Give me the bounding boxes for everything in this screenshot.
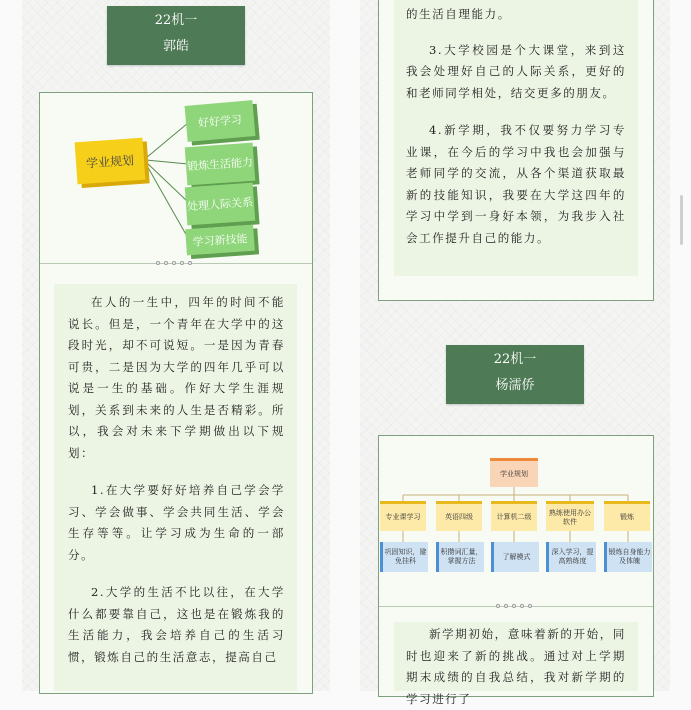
essay-body-right-bottom: [394, 622, 638, 706]
essay-paragraph: 2.大学的生活不比以往，在大学什么都要靠自己，这也是在锻炼我的生活能力，我会培养自己的生活习惯，锻炼自己的生活意志，提高自己: [68, 585, 285, 664]
orgchart-leaf: 积攒词汇量，掌握方法: [436, 542, 484, 572]
orgchart-leaf: 深入学习，提高熟练度: [546, 542, 596, 572]
class-label: 22机一: [493, 352, 537, 367]
mindmap-branch: 学习新技能: [185, 225, 255, 256]
pagination-dots: [496, 604, 532, 608]
mindmap-branch: 处理人际关系: [185, 183, 255, 226]
orgchart-category: 专业课学习: [380, 501, 426, 531]
orgchart-leaf: 了解模式: [491, 542, 539, 572]
orgchart-leaf: 巩固知识，避免挂科: [380, 542, 428, 572]
orgchart-category: 熟练使用办公软件: [546, 501, 594, 531]
orgchart-category: 计算机二级: [491, 501, 537, 531]
essay-paragraph: 4.新学期，我不仅要努力学习专业课，在今后的学习中我也会加强与老师同学的交流，从各个渠道获取最新的技能知识，我要在大学这四年的学习中学到一身好本领，为我步入社会工作提升自己的能力。: [406, 123, 626, 245]
essay-paragraph: 3.大学校园是个大课堂，来到这我会处理好自己的人际关系，更好的和老师同学相处，结交更多的朋友。: [406, 42, 626, 100]
orgchart-leaf: 锻炼自身能力及体魄: [604, 542, 652, 572]
essay-paragraph: 新学期初始，意味着新的开始，同时也迎来了新的挑战。通过对上学期期末成绩的自我总结，我对新学期的学习进行了: [406, 627, 626, 706]
scrollbar-thumb[interactable]: [680, 195, 683, 245]
essay-paragraph: 在人的一生中，四年的时间不能说长。但是，一个青年在大学中的这段时光，却不可说短。一是因为青春可贵，二是因为大学的四年几乎可以说是一生的基础。作好大学生涯规划，关系到未来的人生是否精彩。所以，我会对未来下学期做出以下规划：: [68, 295, 285, 460]
mindmap-root: 学业规划: [75, 138, 146, 185]
orgchart-category: 英语四级: [436, 501, 482, 531]
orgchart-root: 学业规划: [490, 458, 538, 487]
class-label: 22机一: [154, 13, 198, 28]
mindmap-branch: 好好学习: [185, 100, 256, 142]
student-name: 郭皓: [162, 39, 189, 54]
essay-paragraph: 的生活自理能力。: [406, 7, 511, 21]
essay-paragraph: 1.在大学要好好培养自己学会学习、学会做事、学会共同生活、学会生存等等。让学习成为生命的一部分。: [68, 483, 285, 562]
orgchart-category: 锻炼: [604, 501, 650, 531]
student-name: 杨濡侨: [495, 378, 535, 393]
mindmap-branch: 锻炼生活能力: [185, 143, 255, 186]
